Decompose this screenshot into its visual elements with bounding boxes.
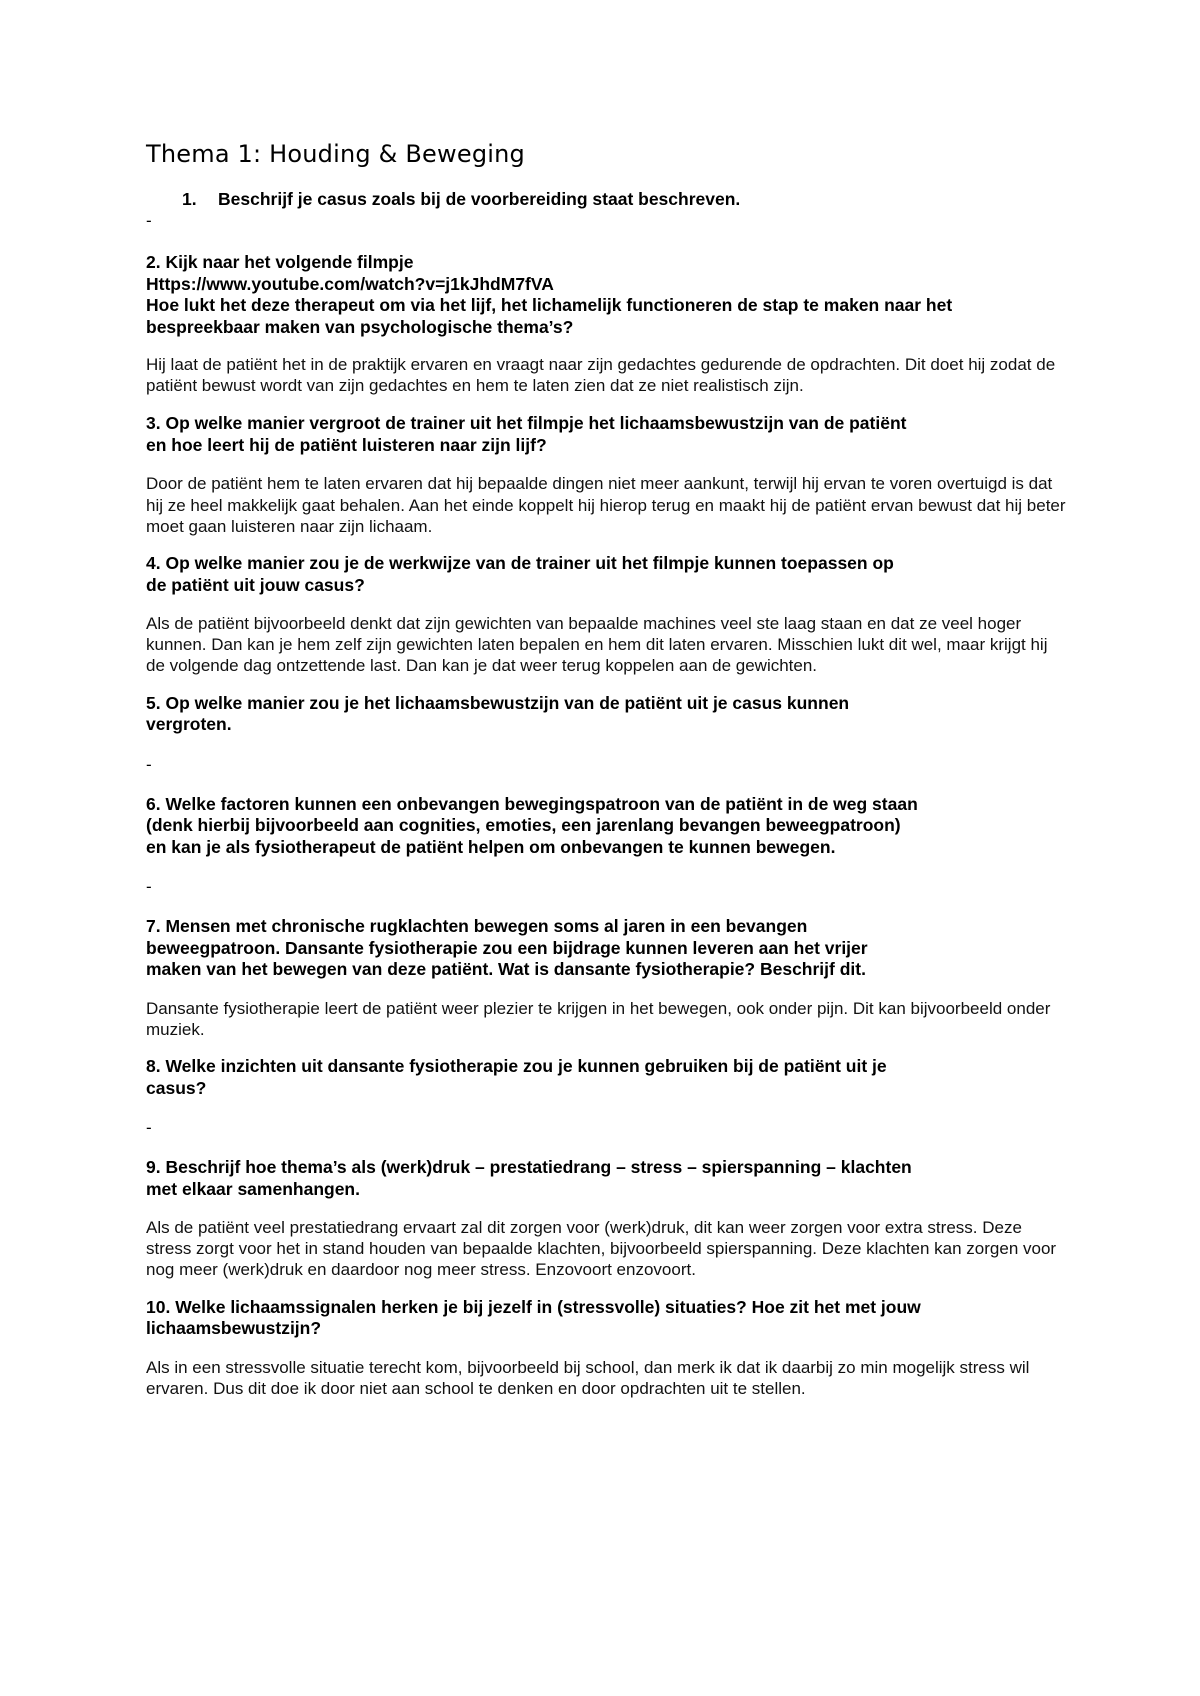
answer-1: - (146, 211, 152, 230)
document-page (146, 140, 1066, 1399)
question-10: 10. Welke lichaamssignalen herken je bij jezelf in (stressvolle) situaties? Hoe zit het met jouw lichaamsbewustzijn? (146, 1296, 921, 1339)
answer-9: Als de patiënt veel prestatiedrang ervaart zal dit zorgen voor (werk)druk, dit kan weer zorgen voor extra stress. Deze stress zorgt voor het in stand houden van bepaalde klachten, bijvoorbeeld spierspanning. Deze klachten kan zorgen voor nog meer (werk)druk en daardoor nog meer stress. Enzovoort enzovoort. (146, 1218, 1057, 1280)
document-title: Thema 1: Houding & Beweging (146, 140, 525, 168)
question-2-intro: 2. Kijk naar het volgende filmpje (146, 252, 414, 272)
question-5: 5. Op welke manier zou je het lichaamsbewustzijn van de patiënt uit je casus kunnen vergroten. (146, 692, 850, 735)
question-9: 9. Beschrijf hoe thema’s als (werk)druk – prestatiedrang – stress – spierspanning – klachten met elkaar samenhangen. (146, 1157, 912, 1199)
answer-10: Als in een stressvolle situatie terecht kom, bijvoorbeeld bij school, dan merk ik dat ik daarbij zo min mogelijk stress wil ervaren. Dus dit doe ik door niet aan school te denken en door opdrachten uit te stellen. (146, 1357, 1030, 1398)
question-6: 6. Welke factoren kunnen een onbevangen bewegingspatroon van de patiënt in de weg staan (denk hierbij bijvoorbeeld aan cognities, emoties, een jarenlang bevangen beweegpatroon) en kan je als fysiotherapeut de patiënt helpen om onbevangen te kunnen bewegen. (146, 793, 918, 857)
answer-3: Door de patiënt hem te laten ervaren dat hij bepaalde dingen niet meer aankunt, terwijl hij ervan te voren overtuigd is dat hij ze heel makkelijk gaat behalen. Aan het einde koppelt hij hierop terug en maakt hij de patiënt ervan bewust dat hij beter moet gaan luisteren naar zijn lichaam. (146, 474, 1066, 536)
answer-2: Hij laat de patiënt het in de praktijk ervaren en vraagt naar zijn gedachtes gedurende de opdrachten. Dit doet hij zodat de patiënt bewust wordt van zijn gedachtes en hem te laten zien dat ze niet realistisch zijn. (146, 355, 1056, 396)
question-1 (182, 188, 1066, 210)
question-1-text: Beschrijf je casus zoals bij de voorbereiding staat beschreven. (218, 189, 741, 209)
answer-7: Dansante fysiotherapie leert de patiënt weer plezier te krijgen in het bewegen, ook onder pijn. Dit kan bijvoorbeeld onder muziek. (146, 998, 1051, 1039)
answer-4: Als de patiënt bijvoorbeeld denkt dat zijn gewichten van bepaalde machines veel ste laag staan en dat ze veel hoger kunnen. Dan kan je hem zelf zijn gewichten laten bepalen en hem dit laten ervaren. Misschien lukt dit wel, maar krijgt hij de volgende dag ontzettende last. Dan kan je dat weer terug koppelen aan de gewichten. (146, 614, 1048, 676)
question-8: 8. Welke inzichten uit dansante fysiotherapie zou je kunnen gebruiken bij de patiënt uit je casus? (146, 1056, 887, 1098)
question-4: 4. Op welke manier zou je de werkwijze van de trainer uit het filmpje kunnen toepassen op de patiënt uit jouw casus? (146, 553, 894, 595)
question-2-text: Hoe lukt het deze therapeut om via het lijf, het lichamelijk functioneren de stap te maken naar het bespreekbaar maken van psychologische thema’s? (146, 295, 953, 337)
question-3: 3. Op welke manier vergroot de trainer uit het filmpje het lichaamsbewustzijn van de patiënt en hoe leert hij de patiënt luisteren naar zijn lijf? (146, 413, 907, 455)
question-2-url: Https://www.youtube.com/watch?v=j1kJhdM7fVA (146, 273, 554, 294)
question-1-number: 1. (182, 189, 197, 209)
answer-5: - (146, 754, 152, 774)
answer-6: - (146, 877, 152, 897)
question-7: 7. Mensen met chronische rugklachten bewegen soms al jaren in een bevangen beweegpatroon. Dansante fysiotherapie zou een bijdrage kunnen leveren aan het vrijer maken van het bewegen van deze patiënt. Wat is dansante fysiotherapie? Beschrijf dit. (146, 916, 868, 980)
answer-8: - (146, 1118, 152, 1138)
